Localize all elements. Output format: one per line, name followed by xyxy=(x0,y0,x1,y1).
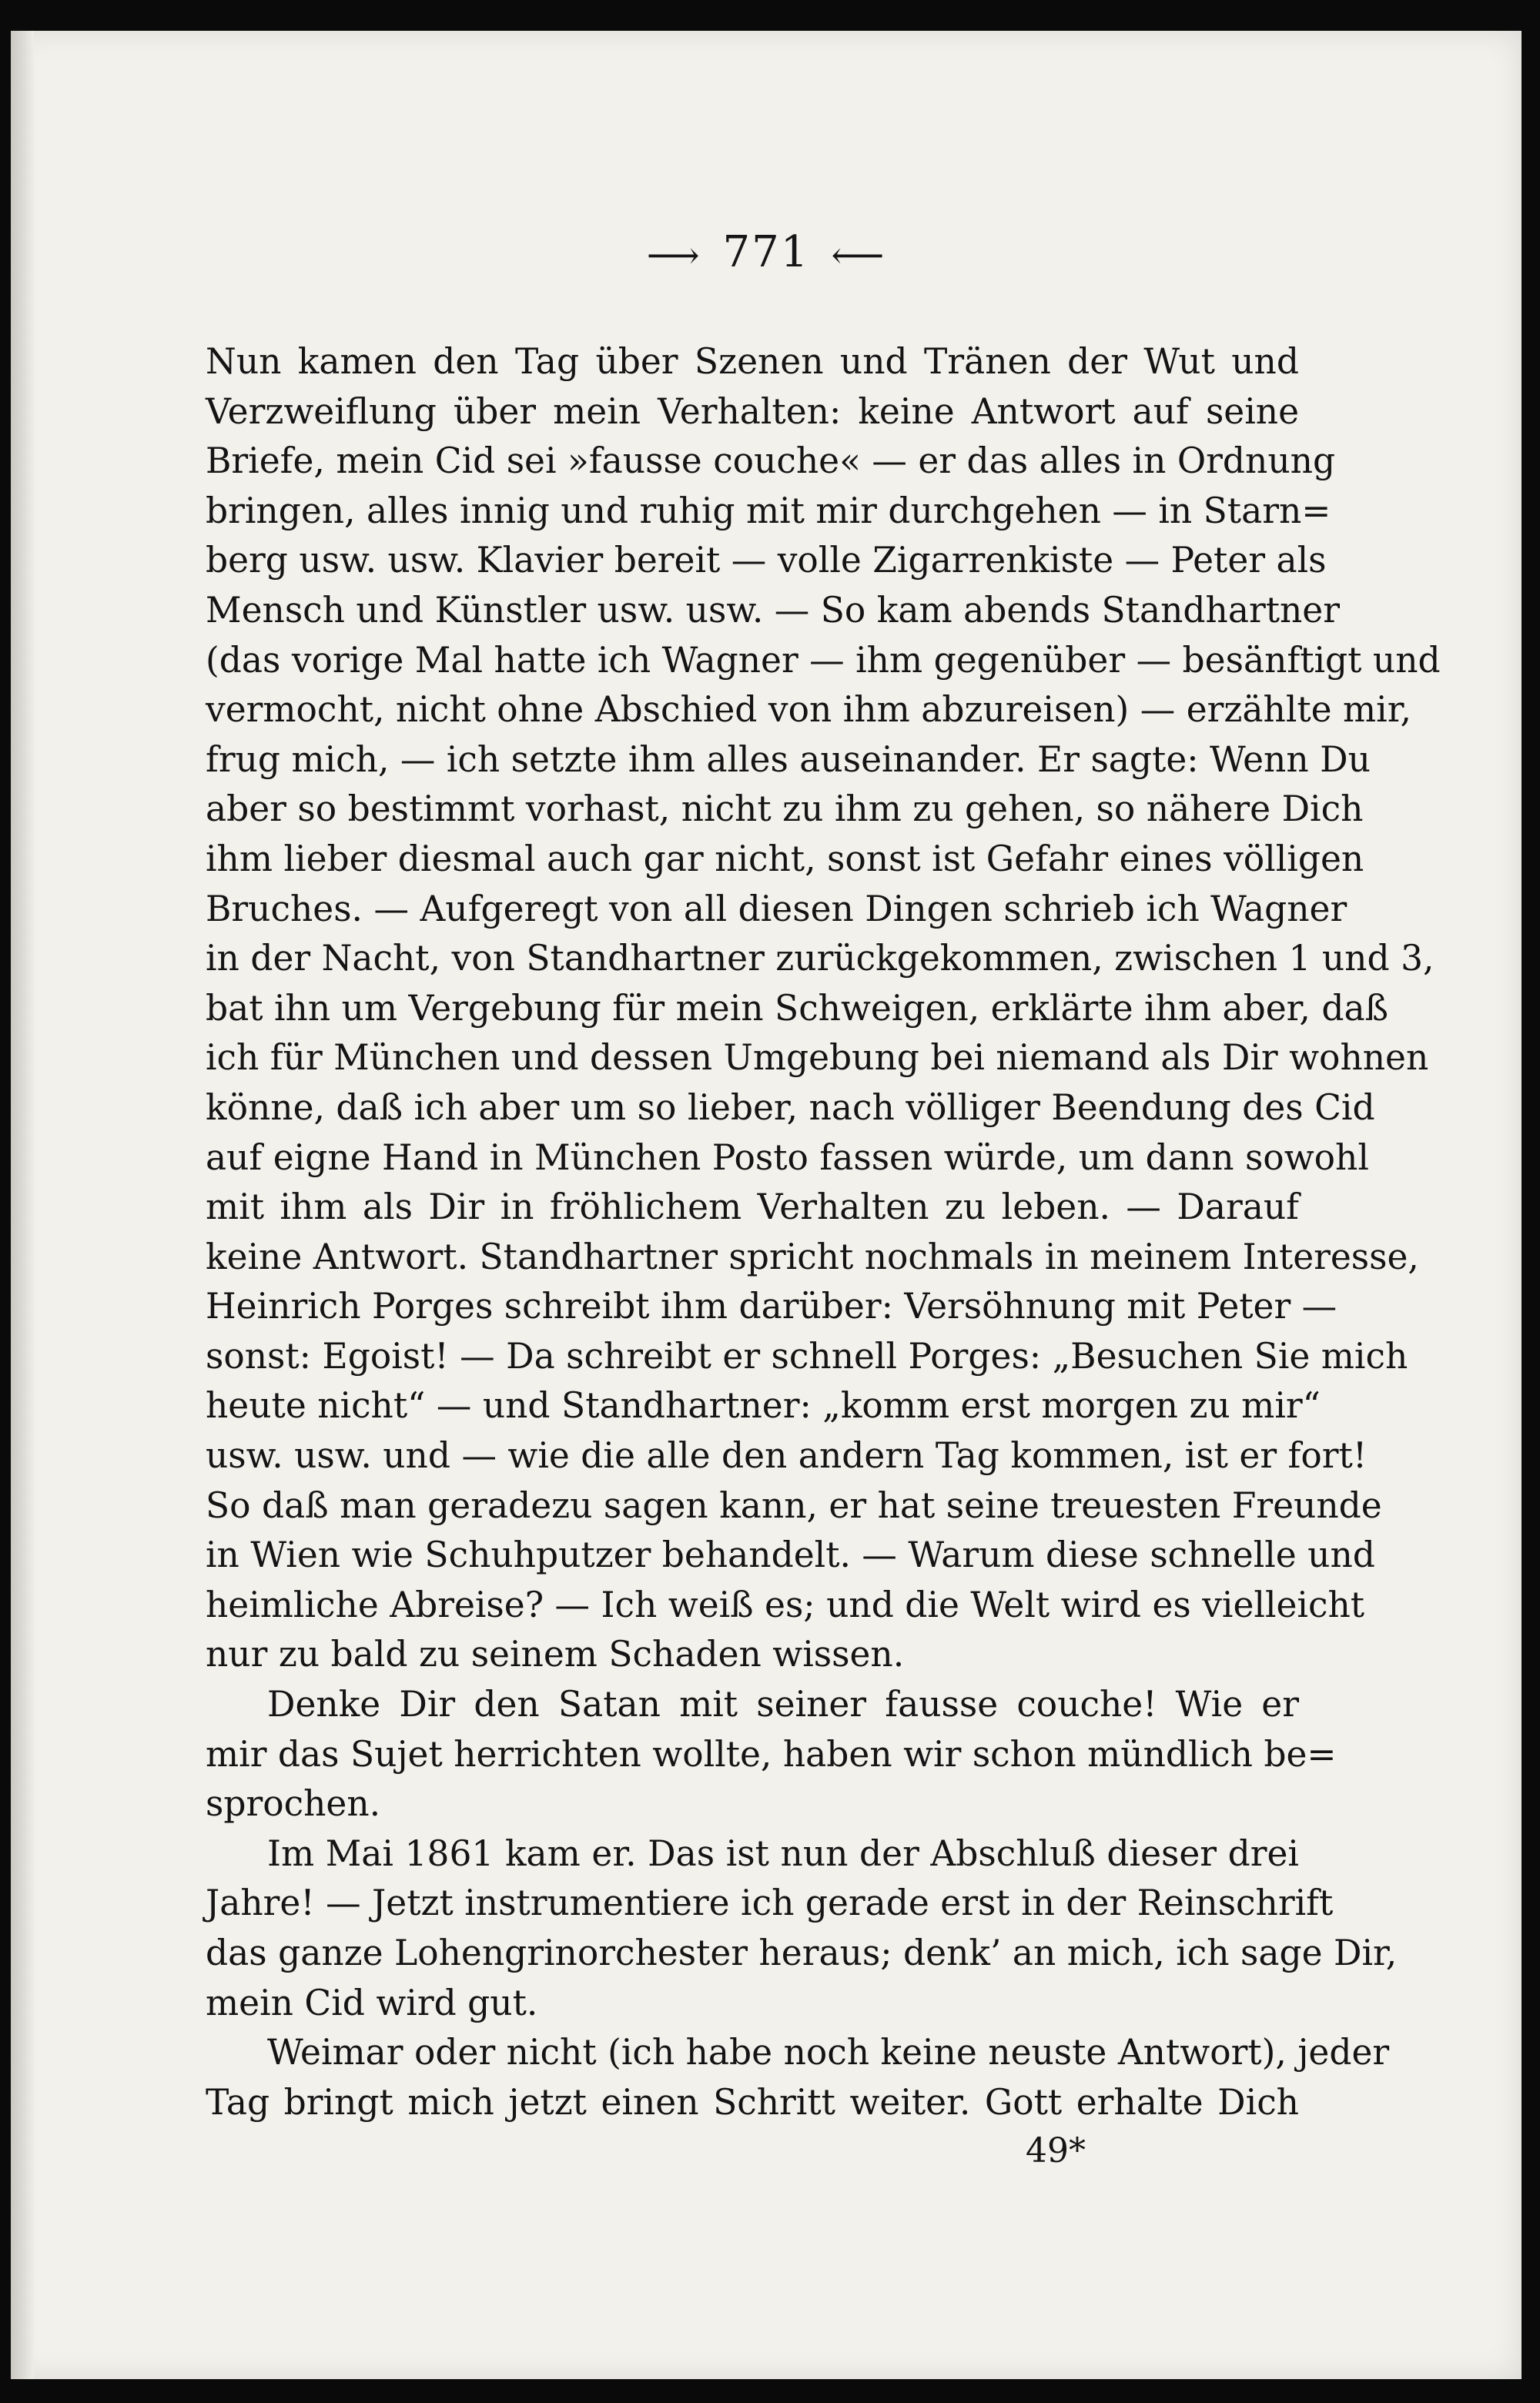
text-line: Weimar oder nicht (ich habe noch keine neuste Antwort), jeder xyxy=(267,2032,1390,2073)
text-line: ihm lieber diesmal auch gar nicht, sonst ist Gefahr eines völligen xyxy=(206,838,1364,879)
right-ornament-icon: ⟵ xyxy=(831,233,886,277)
text-line: keine Antwort. Standhartner spricht nochmals in meinem Interesse, xyxy=(206,1236,1419,1277)
page-header xyxy=(11,227,1522,277)
text-line: vermocht, nicht ohne Abschied von ihm abzureisen) — erzählte mir, xyxy=(206,689,1411,731)
text-line: Heinrich Porges schreibt ihm darüber: Versöhnung mit Peter — xyxy=(206,1286,1337,1327)
text-line: sprochen. xyxy=(206,1783,381,1825)
text-line: bat ihn um Vergebung für mein Schweigen, erklärte ihm aber, daß xyxy=(206,987,1389,1029)
signature-mark: 49* xyxy=(1026,2131,1086,2170)
text-line: berg usw. usw. Klavier bereit — volle Zigarrenkiste — Peter als xyxy=(206,540,1327,581)
text-line: Tag bringt mich jetzt einen Schritt weiter. Gott erhalte Dich xyxy=(206,2081,1299,2123)
text-line: ich für München und dessen Umgebung bei niemand als Dir wohnen xyxy=(206,1037,1429,1079)
text-line: (das vorige Mal hatte ich Wagner — ihm gegenüber — besänftigt und xyxy=(206,639,1441,681)
text-line: Mensch und Künstler usw. usw. — So kam abends Standhartner xyxy=(206,589,1340,631)
text-line: sonst: Egoist! — Da schreibt er schnell Porges: „Besuchen Sie mich xyxy=(206,1335,1408,1377)
text-line: aber so bestimmt vorhast, nicht zu ihm zu gehen, so nähere Dich xyxy=(206,788,1364,830)
text-line: Nun kamen den Tag über Szenen und Tränen der Wut und xyxy=(206,341,1299,382)
text-line: heimliche Abreise? — Ich weiß es; und die Welt wird es vielleicht xyxy=(206,1584,1365,1625)
text-line: usw. usw. und — wie die alle den andern Tag kommen, ist er fort! xyxy=(206,1435,1368,1477)
left-ornament-icon: ⟶ xyxy=(646,233,701,277)
text-line: mir das Sujet herrichten wollte, haben wir schon mündlich be= xyxy=(206,1733,1337,1775)
text-line: Denke Dir den Satan mit seiner fausse couche! Wie er xyxy=(267,1684,1299,1725)
text-line: mein Cid wird gut. xyxy=(206,1982,538,2023)
text-line: mit ihm als Dir in fröhlichem Verhalten zu leben. — Darauf xyxy=(206,1186,1299,1228)
text-line: das ganze Lohengrinorchester heraus; denk’ an mich, ich sage Dir, xyxy=(206,1933,1398,1973)
text-line: Briefe, mein Cid sei »fausse couche« — er das alles in Ordnung xyxy=(206,440,1336,482)
text-line: könne, daß ich aber um so lieber, nach völliger Beendung des Cid xyxy=(206,1086,1375,1128)
text-line: frug mich, — ich setzte ihm alles auseinander. Er sagte: Wenn Du xyxy=(206,738,1371,780)
text-line: So daß man geradezu sagen kann, er hat seine treuesten Freunde xyxy=(206,1484,1382,1526)
page-number: 771 xyxy=(722,227,810,277)
binding-edge xyxy=(11,31,34,2379)
text-line: in der Nacht, von Standhartner zurückgekommen, zwischen 1 und 3, xyxy=(206,938,1435,979)
text-line: Verzweiflung über mein Verhalten: keine Antwort auf seine xyxy=(206,390,1299,432)
text-line: heute nicht“ — und Standhartner: „komm erst morgen zu mir“ xyxy=(206,1385,1321,1427)
text-line: bringen, alles innig und ruhig mit mir durchgehen — in Starn= xyxy=(206,490,1331,531)
text-line: Bruches. — Aufgeregt von all diesen Dingen schrieb ich Wagner xyxy=(206,888,1348,929)
body-text xyxy=(206,337,1441,2127)
text-line: Jahre! — Jetzt instrumentiere ich gerade erst in der Reinschrift xyxy=(206,1883,1334,1924)
text-line: auf eigne Hand in München Posto fassen würde, um dann sowohl xyxy=(206,1136,1369,1178)
book-page xyxy=(11,31,1522,2379)
text-line: Im Mai 1861 kam er. Das ist nun der Abschluß dieser drei xyxy=(267,1832,1299,1874)
text-line: nur zu bald zu seinem Schaden wissen. xyxy=(206,1634,905,1675)
text-line: in Wien wie Schuhputzer behandelt. — Warum diese schnelle und xyxy=(206,1535,1375,1576)
